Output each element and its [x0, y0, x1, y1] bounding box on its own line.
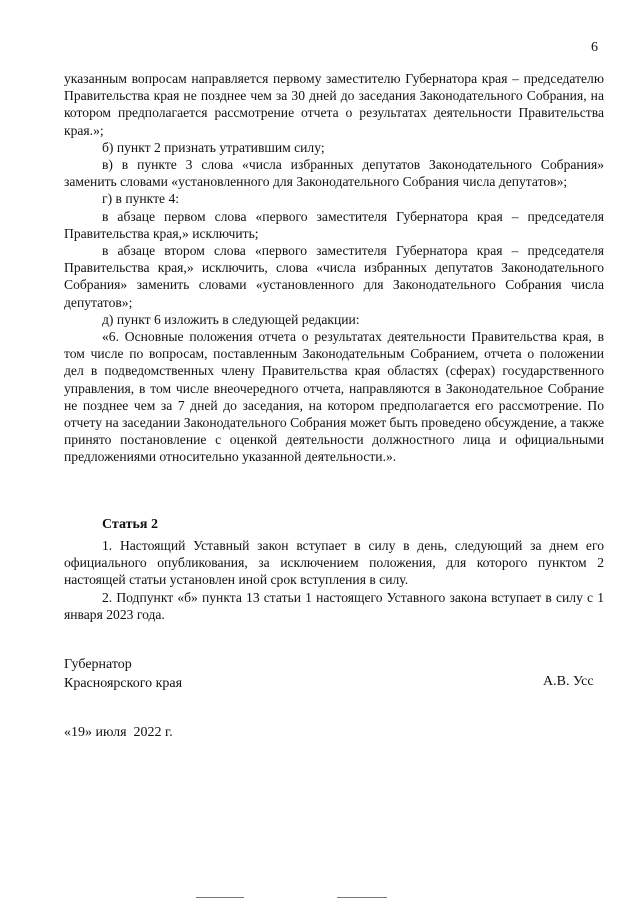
signature-title-line-2: Красноярского края — [64, 676, 183, 691]
paragraph-item-g: г) в пункте 4: — [102, 191, 180, 207]
document-date: «19» июля 2022 г. — [64, 725, 173, 740]
signature-name: А.В. Усс — [543, 674, 594, 689]
footer-divider-right — [337, 897, 387, 898]
article-2-paragraph-1: 1. Настоящий Уставный закон вступает в силу в день, следующий за днем его официального опубликования, за исключением положения, для которого пунктом 2 настоящей статьи установлен иной срок вступления в силу. — [64, 538, 604, 588]
signature-title — [64, 655, 182, 693]
paragraph-item-d: д) пункт 6 изложить в следующей редакции: — [102, 311, 360, 327]
signature-title-line-1: Губернатор — [64, 657, 132, 672]
paragraph-continuation: указанным вопросам направляется первому заместителю Губернатора края – председателю Правительства края не позднее чем за 30 дней до заседания Законодательного Собрания, на котором предполагается рассмотрение отчета о результатах деятельности Правительства края.»; — [64, 71, 604, 138]
paragraph-item-g-abzac-2: в абзаце втором слова «первого заместителя Губернатора края – председателя Правительства края,» исключить, слова «числа избранных депутатов Законодательного Собрания» заменить словами «установленного для Законодательного Собрания числа депутатов»; — [64, 243, 604, 310]
article-1-continuation — [64, 70, 604, 466]
paragraph-item-v: в) в пункте 3 слова «числа избранных депутатов Законодательного Собрания» заменить словами «установленного для Законодательного Собрания числа депутатов»; — [64, 157, 604, 190]
article-2-heading: Статья 2 — [102, 517, 158, 532]
paragraph-point-6-new-text: «6. Основные положения отчета о результатах деятельности Правительства края, в том числе по вопросам, поставленным Законодательным Собранием, отчета о положении дел в подведомственных члену Правительства края областях (сферах) государственного управления, в том числе внеочередного отчета, направляются в Законодательное Собрание не позднее чем за 7 дней до заседания, на котором предполагается его рассмотрение. По отчету на заседании Законодательного Собрания может быть проведено обсуждение, а также принято постановление с оценкой деятельности должностного лица и официальными предложениями относительно указанной деятельности.». — [64, 329, 604, 465]
article-2-body — [64, 537, 604, 623]
paragraph-item-g-abzac-1: в абзаце первом слова «первого заместителя Губернатора края – председателя Правительства края,» исключить; — [64, 208, 604, 241]
article-2-paragraph-2: 2. Подпункт «б» пункта 13 статьи 1 настоящего Уставного закона вступает в силу с 1 января 2023 года. — [64, 589, 604, 622]
footer-divider-left — [196, 897, 244, 898]
paragraph-item-b: б) пункт 2 признать утратившим силу; — [102, 139, 325, 155]
page-number: 6 — [591, 40, 598, 55]
